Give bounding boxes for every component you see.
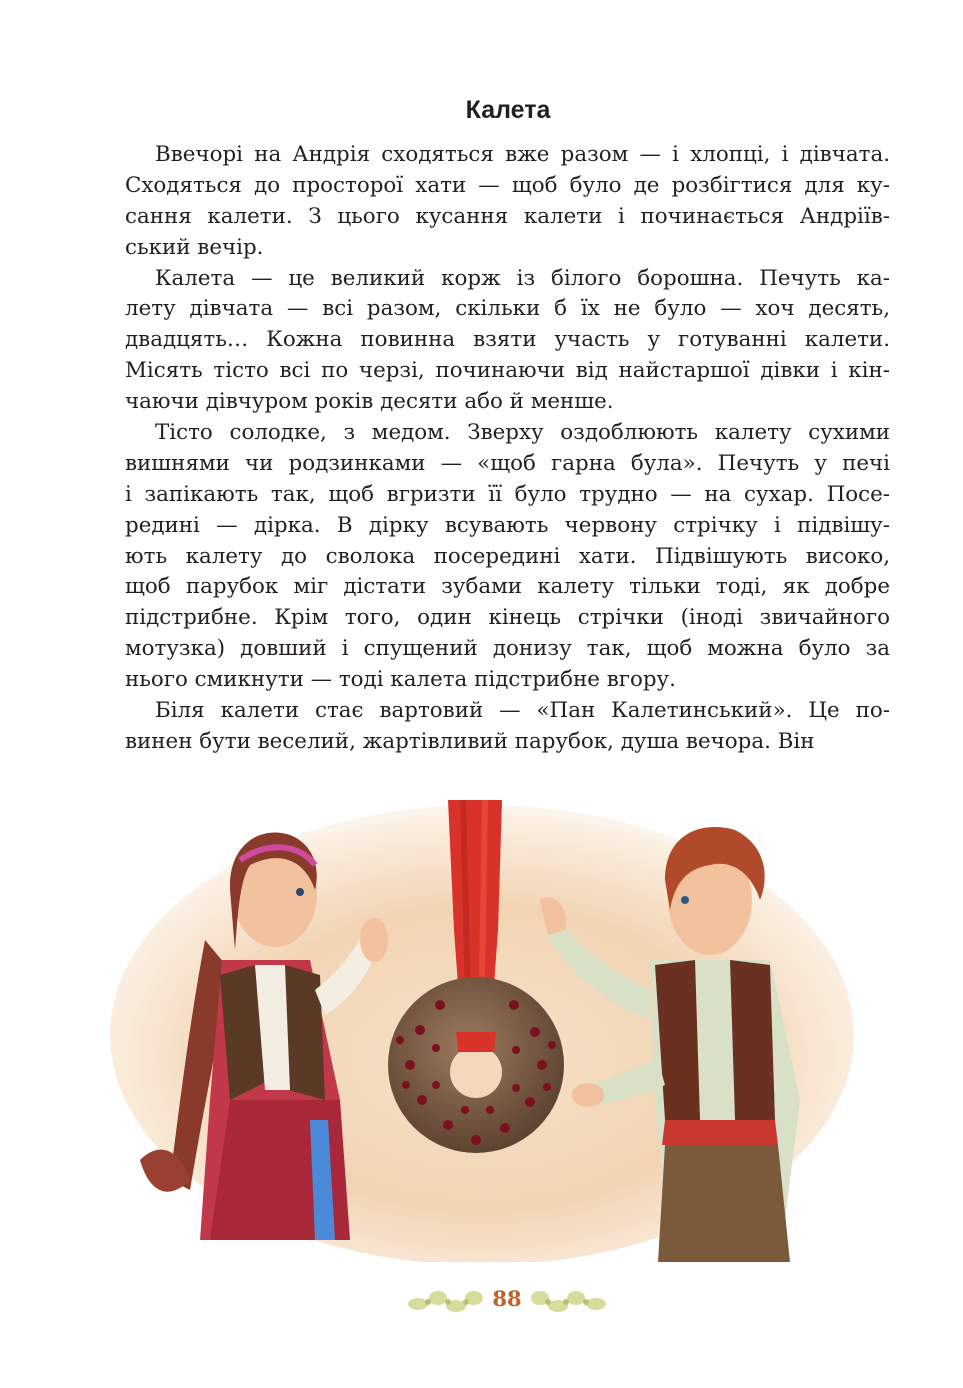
page-footer — [404, 1278, 610, 1326]
illustration-kaleta-scene — [110, 800, 855, 1262]
page-title: Калета — [465, 96, 551, 124]
text-line: двадцять… Кожна повинна взяти участь у готуванні калети. — [125, 327, 890, 353]
text-line: Біля калети стає вартовий — «Пан Калетинський». Це по- — [155, 698, 890, 724]
text-line: Калета — це великий корж із білого борошна. Печуть ка- — [155, 265, 890, 291]
text-line: Ввечорі на Андрія сходяться вже разом — і хлопці, і дівчата. — [155, 142, 890, 167]
text-line: ський вечір. — [125, 234, 264, 260]
text-line: ють калету до сволока посередині хати. Підвішують високо, — [125, 543, 890, 569]
text-line: і запікають так, щоб вгризти її було трудно — на сухар. Посе- — [125, 481, 890, 507]
text-line: Тісто солодке, з медом. Зверху оздоблюють калету сухими — [155, 420, 890, 446]
text-line: нього смикнути — тоді калета підстрибне вгору. — [125, 667, 676, 693]
text-line: щоб парубок міг дістати зубами калету тільки тоді, як добре — [125, 574, 890, 600]
text-line: Сходяться до просторої хати — щоб було де розбігтися для ку- — [125, 172, 890, 198]
text-line: підстрибне. Крім того, один кінець стрічки (іноді звичайного — [125, 605, 890, 631]
text-line: лету дівчата — всі разом, скільки б їх не було — хоч десять, — [125, 296, 890, 322]
text-line: винен бути веселий, жартівливий парубок, душа вечора. Він — [125, 728, 815, 754]
text-line: сання калети. З цього кусання калети і починається Андріїв- — [125, 203, 890, 229]
kaleta-bread — [388, 977, 564, 1153]
body-text — [125, 140, 890, 758]
text-line: Місять тісто всі по черзі, починаючи від найстаршої дівки і кін- — [125, 358, 890, 384]
text-line: редині — дірка. В дірку всувають червону стрічку і підвішу- — [125, 512, 890, 538]
text-line: мотузка) довший і спущений донизу так, щоб можна було за — [125, 636, 890, 662]
text-line: чаючи дівчуром років десяти або й менше. — [125, 389, 614, 415]
page-number: 88 — [492, 1286, 522, 1311]
text-line: вишнями чи родзинками — «щоб гарна була». Печуть у печі — [125, 450, 890, 476]
